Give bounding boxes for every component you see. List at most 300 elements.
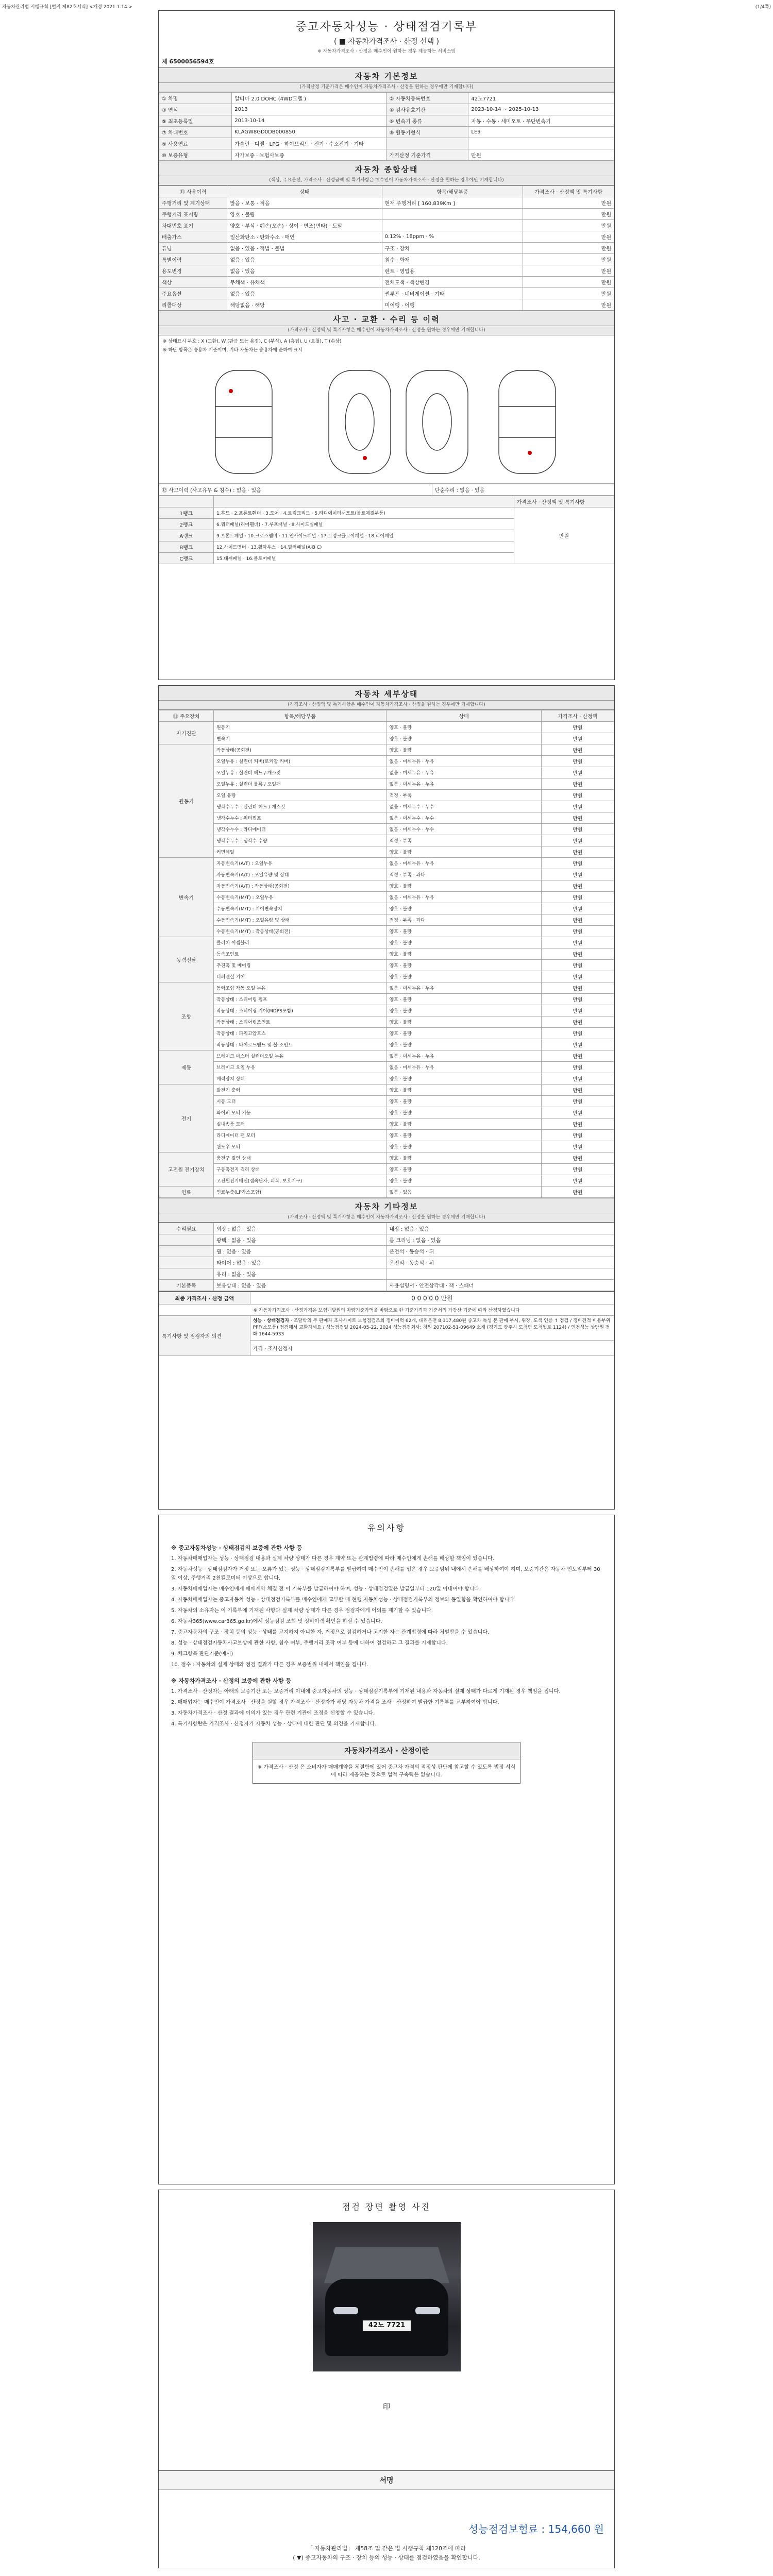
part-label: 브레이크 오일 누유 bbox=[213, 1062, 386, 1073]
final-price-value: 0 0 0 0 0 만원 bbox=[250, 1292, 614, 1304]
final-price-label: 최종 가격조사 · 산정 금액 bbox=[159, 1292, 250, 1304]
table-row bbox=[159, 812, 614, 824]
item-detail bbox=[382, 209, 523, 220]
part-label: 수동변속기(M/T) : 기어변속장치 bbox=[213, 903, 386, 914]
etc-item: 외장 : 없음 · 있음 bbox=[213, 1223, 386, 1234]
price-explain-box bbox=[253, 1742, 520, 1784]
item-status: 양호 · 부식 · 훼손(오손) · 상이 · 변조(변타) · 도말 bbox=[227, 220, 382, 231]
item-detail: 침수 · 화재 bbox=[382, 254, 523, 265]
part-label: 작동상태 : 타이로드엔드 및 볼 조인트 bbox=[213, 1039, 386, 1050]
part-price: 만원 bbox=[541, 1016, 614, 1028]
part-status: 양호 · 불량 bbox=[386, 948, 541, 960]
document-note: ※ 자동차가격조사 · 산정은 매수인이 원하는 경우 제공하는 서비스임 bbox=[317, 49, 456, 54]
notes-section-2: ※ 자동차가격조사 · 산정의 보증에 관한 사항 등 bbox=[171, 1677, 291, 1684]
table-row bbox=[159, 1096, 614, 1107]
group-label: 전기 bbox=[159, 1084, 214, 1153]
part-status: 없음 · 있음 bbox=[386, 1187, 541, 1198]
car-right-side bbox=[499, 370, 556, 473]
field-label: ⑦ 차대번호 bbox=[159, 127, 232, 138]
note-item: 6. 자동차365(www.car365.go.kr)에서 성능점검 조회 및 정비이력 확인을 하실 수 있습니다. bbox=[171, 1619, 382, 1624]
part-price: 만원 bbox=[541, 858, 614, 869]
page-3 bbox=[158, 1515, 615, 2184]
rank-label: 2랭크 bbox=[159, 519, 214, 530]
price-explain-text: ※ 가격조사 · 산정 은 소비자가 매매계약을 체결함에 있어 중고차 가격의 적정성 판단에 참고할 수 있도록 법정 서식에 따라 제공하는 것으로 법적 구속력은 없습니다. bbox=[257, 1765, 516, 1778]
page-1 bbox=[158, 10, 615, 680]
part-status: 양호 · 불량 bbox=[386, 1153, 541, 1164]
part-label: 커먼레일 bbox=[213, 846, 386, 858]
note-item: 3. 자동차매매업자는 매수인에게 매매계약 체결 전 이 기록부를 발급하여야 하며, 성능 · 상태점검일은 발급일부터 120일 이내여야 합니다. bbox=[171, 1586, 481, 1592]
item-label: 리콜대상 bbox=[159, 299, 227, 311]
table-row bbox=[159, 1234, 614, 1246]
part-price: 만원 bbox=[541, 722, 614, 733]
part-status: 없음 · 미세누유 · 누유 bbox=[386, 982, 541, 994]
table-row bbox=[159, 220, 614, 231]
item-detail: 0.12% · 18ppm · % bbox=[382, 231, 523, 243]
item-status: 해당없음 · 해당 bbox=[227, 299, 382, 311]
notes-section-1: ※ 중고자동차성능 · 상태점검의 보증에 관한 사항 등 bbox=[171, 1545, 303, 1551]
item-status: 일산화탄소 · 탄화수소 · 매연 bbox=[227, 231, 382, 243]
field-label: ① 차명 bbox=[159, 93, 232, 104]
table-row bbox=[159, 846, 614, 858]
part-label: 실내송풍 모터 bbox=[213, 1118, 386, 1130]
basic-info-table bbox=[159, 92, 614, 161]
item-label: 색상 bbox=[159, 277, 227, 288]
part-label: 구동축전지 격리 상태 bbox=[213, 1164, 386, 1175]
column-header: 항목/해당부품 bbox=[382, 186, 523, 197]
part-label: 연료누출(LP가스포함) bbox=[213, 1187, 386, 1198]
part-label: 충전구 절연 상태 bbox=[213, 1153, 386, 1164]
insurance-fee: 성능점검보험료 : 154,660 원 bbox=[468, 2523, 604, 2535]
car-top-view bbox=[329, 370, 391, 473]
item-price: 만원 bbox=[523, 243, 614, 254]
damage-marker bbox=[528, 451, 532, 455]
part-status: 없음 · 미세누수 · 누수 bbox=[386, 801, 541, 812]
table-row bbox=[159, 948, 614, 960]
table-row bbox=[159, 1039, 614, 1050]
etc-group bbox=[159, 1246, 214, 1257]
group-label: 동력전달 bbox=[159, 937, 214, 982]
part-status: 양호 · 불량 bbox=[386, 937, 541, 948]
part-price: 만원 bbox=[541, 1096, 614, 1107]
etc-detail: 사용설명서 · 안전삼각대 · 잭 · 스패너 bbox=[386, 1280, 614, 1291]
part-status: 양호 · 불량 bbox=[386, 1073, 541, 1084]
part-price: 만원 bbox=[541, 767, 614, 778]
part-status: 없음 · 미세누유 · 누유 bbox=[386, 767, 541, 778]
group-label: 연료 bbox=[159, 1187, 214, 1198]
signature-title: 서명 bbox=[159, 2470, 614, 2490]
accident-section bbox=[159, 311, 614, 564]
part-price: 만원 bbox=[541, 1039, 614, 1050]
item-detail: 렌트 · 영업용 bbox=[382, 265, 523, 277]
page-indicator: (1/4쪽) bbox=[755, 5, 771, 10]
item-status: 무채색 · 유채색 bbox=[227, 277, 382, 288]
etc-item: 광택 : 없음 · 있음 bbox=[213, 1234, 386, 1246]
rank-items: 12.사이드멤버 · 13.휠하우스 · 14.필러패널(A·B·C) bbox=[213, 541, 514, 553]
part-label: 클러치 어셈블리 bbox=[213, 937, 386, 948]
note-item: 4. 자동차매매업자는 중고자동차 성능 · 상태점검기록부를 매수인에게 교부할 때 현행 자동차성능 · 상태점검기록부의 정보와 동일함을 확인하여야 합니다. bbox=[171, 1597, 516, 1603]
table-row bbox=[159, 858, 614, 869]
etc-group bbox=[159, 1268, 214, 1280]
part-status: 없음 · 미세누유 · 누유 bbox=[386, 1050, 541, 1062]
note-item: 9. 체크항목 판단기준(예시) bbox=[171, 1651, 233, 1657]
part-label: 자동변속기(A/T) : 작동상태(공회전) bbox=[213, 880, 386, 892]
part-status: 양호 · 불량 bbox=[386, 960, 541, 971]
item-detail: 현재 주행거리 [ 160,839Km ] bbox=[382, 197, 523, 209]
item-price: 만원 bbox=[523, 288, 614, 299]
part-label: 냉각수누수 : 라디에이터 bbox=[213, 824, 386, 835]
column-header: 상태 bbox=[227, 186, 382, 197]
part-price: 만원 bbox=[541, 1118, 614, 1130]
table-row bbox=[159, 1141, 614, 1153]
part-price: 만원 bbox=[541, 1107, 614, 1118]
accident-history: ⑫ 사고이력 (사고유무 & 침수) : 없음 · 있음 bbox=[159, 484, 432, 496]
part-price: 만원 bbox=[541, 892, 614, 903]
item-detail: 썬루프 · 네비게이션 · 기타 bbox=[382, 288, 523, 299]
table-row bbox=[159, 1153, 614, 1164]
part-price: 만원 bbox=[541, 1028, 614, 1039]
table-row bbox=[159, 960, 614, 971]
simple-repair: 단순수리 : 없음 · 있음 bbox=[432, 484, 614, 496]
rank-items: 9.프론트패널 · 10.크로스멤버 · 11.인사이드패널 · 17.트렁크플로어패널 · 18.리어패널 bbox=[213, 530, 514, 541]
table-row bbox=[159, 254, 614, 265]
part-price: 만원 bbox=[541, 1050, 614, 1062]
rank-price: 만원 bbox=[514, 507, 614, 564]
part-label: 디퍼렌셜 기어 bbox=[213, 971, 386, 982]
etc-item: 유리 : 없음 · 있음 bbox=[213, 1268, 386, 1280]
table-row bbox=[159, 1084, 614, 1096]
table-row bbox=[159, 982, 614, 994]
table-row bbox=[159, 1246, 614, 1257]
table-row bbox=[159, 209, 614, 220]
note-item: 3. 자동차가격조사 · 산정 결과에 이의가 있는 경우 관련 기관에 조정을 신청할 수 있습니다. bbox=[171, 1710, 375, 1716]
damage-marker bbox=[363, 456, 367, 460]
document-title: 중고자동차성능 · 상태점검기록부 bbox=[295, 21, 478, 33]
part-price: 만원 bbox=[541, 948, 614, 960]
etc-item: 타이어 : 없음 · 있음 bbox=[213, 1257, 386, 1268]
table-row bbox=[159, 277, 614, 288]
part-price: 만원 bbox=[541, 869, 614, 880]
summary-section bbox=[159, 161, 614, 311]
part-status: 양호 · 불량 bbox=[386, 1107, 541, 1118]
part-price: 만원 bbox=[541, 1005, 614, 1016]
part-status: 없음 · 미세누유 · 누유 bbox=[386, 778, 541, 790]
field-value: 42노7721 bbox=[468, 93, 614, 104]
table-row bbox=[159, 1107, 614, 1118]
part-price: 만원 bbox=[541, 790, 614, 801]
item-label: 주행거리 표시량 bbox=[159, 209, 227, 220]
inspector-opinion: 조달박의 주 판매자 조사사이트 보험점검조회 정비이력 62개, 대리운전 8,317,480원 중고차 특성 본 판매 부시, 위장, 도색 인증 ↑ 점검 / 정비견적 비용부위 PPF(소모품) 점검해서 교환하세요 / 성능점검일 2024-05-22, 2024 성능점검회사: 청원 207102-51-09649 소재 (경기도 광주시 도척면 도척윗로 1124) / 인천성능 상담원 전화 1644-5933 bbox=[253, 1318, 611, 1337]
part-price: 만원 bbox=[541, 846, 614, 858]
accident-history-table bbox=[159, 484, 614, 496]
field-value: 만원 bbox=[468, 149, 614, 161]
car-bottom-view bbox=[406, 370, 468, 473]
part-status: 없음 · 미세누유 · 누유 bbox=[386, 858, 541, 869]
rank-label: A랭크 bbox=[159, 530, 214, 541]
part-status: 적정 · 부족 · 과다 bbox=[386, 914, 541, 926]
rank-items: 1.후드 · 2.프론트휀더 · 3.도어 · 4.트렁크리드 · 5.라디에이터서포트(볼트체결부품) bbox=[213, 507, 514, 519]
part-price: 만원 bbox=[541, 1187, 614, 1198]
rank-label: 1랭크 bbox=[159, 507, 214, 519]
special-label: 특기사항 및 점검자의 의견 bbox=[159, 1316, 250, 1356]
document-subtitle: ( ■ 자동차가격조사 · 산정 선택 ) bbox=[333, 38, 440, 46]
part-label: 오일누유 : 실린더 커버(로커암 커버) bbox=[213, 756, 386, 767]
group-label: 변속기 bbox=[159, 858, 214, 937]
section-title: 자동차 기본정보 bbox=[159, 68, 614, 83]
item-detail: 구조 · 장치 bbox=[382, 243, 523, 254]
section-note: (가격조사 · 산정액 및 특기사항은 매수인이 자동차가격조사 · 산정을 원하는 경우에만 기재합니다) bbox=[159, 326, 614, 335]
etc-table bbox=[159, 1223, 614, 1291]
table-row bbox=[159, 138, 614, 149]
note-item: 7. 중고자동차의 구조 · 장치 등의 성능 · 상태를 고지하지 아니한 자, 거짓으로 점검하거나 고지한 자는 관계법령에 따라 처벌받을 수 있습니다. bbox=[171, 1630, 490, 1635]
part-label: 자동변속기(A/T) : 오일누유 bbox=[213, 858, 386, 869]
section-note: (색상, 주요옵션, 가격조사 · 산정금액 및 특기사항은 매수인이 자동차가격조사 · 산정을 원하는 경우에만 기재합니다) bbox=[159, 176, 614, 185]
signature-area bbox=[159, 2470, 614, 2568]
table-row bbox=[159, 149, 614, 161]
table-row bbox=[159, 892, 614, 903]
item-status: 많음 · 보통 · 적음 bbox=[227, 197, 382, 209]
rank-label: B랭크 bbox=[159, 541, 214, 553]
field-label: ⑤ 최초등록일 bbox=[159, 115, 232, 127]
part-status: 양호 · 불량 bbox=[386, 994, 541, 1005]
etc-group: 기본품목 bbox=[159, 1280, 214, 1291]
table-row bbox=[159, 767, 614, 778]
field-value: 2013 bbox=[232, 104, 386, 115]
part-status: 양호 · 불량 bbox=[386, 880, 541, 892]
accident-legend-note: ※ 하단 항목은 승용차 기준이며, 기타 자동차는 승용차에 준하여 표시 bbox=[163, 348, 303, 353]
part-price: 만원 bbox=[541, 1141, 614, 1153]
final-price-note: ※ 자동차가격조사 · 산정가격은 보험개발원의 차량기준가액을 바탕으로 한 기준가격과 기준서의 가감산 기준에 따라 산정하였습니다 bbox=[159, 1304, 614, 1316]
part-price: 만원 bbox=[541, 744, 614, 756]
part-label: 브레이크 마스터 실린더오일 누유 bbox=[213, 1050, 386, 1062]
table-row bbox=[159, 801, 614, 812]
section-note: (가격조사 · 산정액 및 특기사항은 매수인이 자동차가격조사 · 산정을 원하는 경우에만 기재합니다) bbox=[159, 1213, 614, 1223]
part-price: 만원 bbox=[541, 1062, 614, 1073]
page-4 bbox=[158, 2190, 615, 2568]
part-price: 만원 bbox=[541, 1164, 614, 1175]
notes-body bbox=[159, 1538, 614, 1736]
table-row bbox=[159, 733, 614, 744]
part-status: 양호 · 불량 bbox=[386, 1096, 541, 1107]
part-label: 작동상태(공회전) bbox=[213, 744, 386, 756]
note-item: 5. 자동차의 소유자는 이 기록부에 기재된 사항과 실제 차량 상태가 다른 경우 점검자에게 이의를 제기할 수 있습니다. bbox=[171, 1608, 433, 1614]
part-price: 만원 bbox=[541, 937, 614, 948]
item-label: 배출가스 bbox=[159, 231, 227, 243]
etc-item: 보유상태 : 없음 · 있음 bbox=[213, 1280, 386, 1291]
column-header: 가격조사 · 산정액 bbox=[541, 710, 614, 722]
part-price: 만원 bbox=[541, 914, 614, 926]
table-row bbox=[159, 778, 614, 790]
part-status: 양호 · 불량 bbox=[386, 846, 541, 858]
table-row bbox=[159, 824, 614, 835]
field-label: ⑧ 원동기형식 bbox=[386, 127, 468, 138]
footer-law: 「 자동차관리법」 제58조 및 같은 법 시행규칙 제120조에 따라 bbox=[307, 2545, 466, 2552]
note-item: 10. 점수 : 자동차의 실제 상태와 점검 결과가 다른 경우 보증범위 내에서 책임을 집니다. bbox=[171, 1662, 368, 1668]
note-item: 2. 자동차성능 · 상태점검자가 거짓 또는 오류가 있는 성능 · 상태점검기록부를 발급하여 매수인이 손해를 입은 경우 보증범위 내에서 손해를 배상하여야 하며, 보증기간은 자동차 인도일부터 30일 이상, 주행거리 2천킬로미터 이상으로 합니다. bbox=[171, 1567, 600, 1581]
part-status: 양호 · 불량 bbox=[386, 903, 541, 914]
part-status: 적정 · 부족 · 과다 bbox=[386, 869, 541, 880]
table-row bbox=[159, 197, 614, 209]
notes-title: 유의사항 bbox=[367, 1523, 406, 1533]
table-row bbox=[159, 914, 614, 926]
item-status: 없음 · 있음 bbox=[227, 265, 382, 277]
part-status: 양호 · 불량 bbox=[386, 1164, 541, 1175]
part-label: 작동상태 : 스티어링 펌프 bbox=[213, 994, 386, 1005]
table-row bbox=[159, 299, 614, 311]
item-price: 만원 bbox=[523, 231, 614, 243]
part-status: 없음 · 미세누수 · 누수 bbox=[386, 812, 541, 824]
part-label: 배력장치 상태 bbox=[213, 1073, 386, 1084]
table-row bbox=[159, 231, 614, 243]
field-value: KLAGW8GD0DB000850 bbox=[232, 127, 386, 138]
part-label: 고전원전기배선(접속단자, 피복, 보호기구) bbox=[213, 1175, 386, 1187]
part-label: 동력조향 작동 오일 누유 bbox=[213, 982, 386, 994]
part-status: 양호 · 불량 bbox=[386, 1130, 541, 1141]
part-status: 양호 · 불량 bbox=[386, 1175, 541, 1187]
part-status: 양호 · 불량 bbox=[386, 1028, 541, 1039]
etc-detail: 룸 크리닝 : 없음 · 있음 bbox=[386, 1234, 614, 1246]
part-price: 만원 bbox=[541, 824, 614, 835]
table-row bbox=[159, 115, 614, 127]
part-status: 양호 · 불량 bbox=[386, 1141, 541, 1153]
table-row bbox=[159, 1164, 614, 1175]
part-price: 만원 bbox=[541, 926, 614, 937]
group-label: 제동 bbox=[159, 1050, 214, 1084]
table-row bbox=[159, 1005, 614, 1016]
note-item: 1. 자동차매매업자는 성능 · 상태점검 내용과 실제 차량 상태가 다른 경우 계약 또는 관계법령에 따라 매수인에게 손해를 배상할 책임이 있습니다. bbox=[171, 1556, 494, 1562]
part-status: 양호 · 불량 bbox=[386, 1016, 541, 1028]
photo-title: 점검 장면 촬영 사진 bbox=[342, 2202, 431, 2212]
part-status: 없음 · 미세누수 · 누수 bbox=[386, 824, 541, 835]
section-note: (가격산정 기준가격은 매수인이 자동차가격조사 · 산정을 원하는 경우에만 기재합니다) bbox=[159, 83, 614, 92]
part-label: 수동변속기(M/T) : 작동상태(공회전) bbox=[213, 926, 386, 937]
part-price: 만원 bbox=[541, 778, 614, 790]
final-price-section bbox=[159, 1291, 614, 1356]
table-row bbox=[159, 127, 614, 138]
car-outline-svg bbox=[159, 355, 615, 484]
stamp-icon: 印 bbox=[383, 2403, 390, 2411]
etc-section bbox=[159, 1198, 614, 1291]
document-number: 제 6500056594호 bbox=[162, 58, 214, 65]
part-status: 없음 · 미세누유 · 누유 bbox=[386, 756, 541, 767]
item-detail: 미이행 · 이행 bbox=[382, 299, 523, 311]
part-label: 수동변속기(M/T) : 오일누유 bbox=[213, 892, 386, 903]
part-label: 작동상태 : 스티어링조인트 bbox=[213, 1016, 386, 1028]
footer-confirm: ( ▼) 중고자동차의 구조 · 장치 등의 성능 · 상태를 점검하였음을 확인합니다. bbox=[293, 2554, 480, 2561]
table-row bbox=[159, 1118, 614, 1130]
table-row bbox=[159, 756, 614, 767]
part-price: 만원 bbox=[541, 903, 614, 914]
item-price: 만원 bbox=[523, 197, 614, 209]
table-row bbox=[159, 1073, 614, 1084]
field-value: LE9 bbox=[468, 127, 614, 138]
part-price: 만원 bbox=[541, 1175, 614, 1187]
table-row bbox=[159, 1062, 614, 1073]
rank-items: 6.쿼터패널(리어휀더) · 7.루프패널 · 8.사이드실패널 bbox=[213, 519, 514, 530]
part-price: 만원 bbox=[541, 801, 614, 812]
table-row bbox=[159, 288, 614, 299]
part-label: 냉각수누수 : 워터펌프 bbox=[213, 812, 386, 824]
part-price: 만원 bbox=[541, 1084, 614, 1096]
field-value: 알티마 2.0 DOHC (4WD모델 ) bbox=[232, 93, 386, 104]
part-label: 추진축 및 베어링 bbox=[213, 960, 386, 971]
form-header-line bbox=[2, 3, 771, 8]
item-label: 특별이력 bbox=[159, 254, 227, 265]
group-label: 원동기 bbox=[159, 744, 214, 858]
table-row bbox=[159, 1187, 614, 1198]
part-price: 만원 bbox=[541, 982, 614, 994]
note-item: 2. 매매업자는 매수인이 가격조사 · 산정을 원할 경우 가격조사 · 산정자가 해당 자동차 가격을 조사 · 산정하여 발급한 기록부를 교부하여야 합니다. bbox=[171, 1700, 499, 1705]
part-status: 없음 · 미세누유 · 누유 bbox=[386, 892, 541, 903]
item-status: 양호 · 불량 bbox=[227, 209, 382, 220]
field-value: 가솔린 · 디젤 · LPG · 하이브리드 · 전기 · 수소전기 · 기타 bbox=[232, 138, 386, 149]
etc-group bbox=[159, 1234, 214, 1246]
price-inspector-label: 가격 · 조사산정자 bbox=[250, 1341, 614, 1356]
part-price: 만원 bbox=[541, 756, 614, 767]
table-row bbox=[159, 1268, 614, 1280]
table-row bbox=[159, 1016, 614, 1028]
item-label: 주행거리 및 계기상태 bbox=[159, 197, 227, 209]
car-left-side bbox=[215, 370, 272, 473]
part-label: 와이퍼 모터 기능 bbox=[213, 1107, 386, 1118]
inspection-photo bbox=[313, 2222, 461, 2371]
part-price: 만원 bbox=[541, 812, 614, 824]
summary-table bbox=[159, 185, 614, 311]
column-header: 상태 bbox=[386, 710, 541, 722]
damage-marker bbox=[229, 389, 233, 393]
note-item: 8. 성능 · 상태점검자동차사고보상에 관한 사항, 침수 여부, 주행거리 조작 여부 등에 대하여 점검하고 그 결과를 기재합니다. bbox=[171, 1640, 448, 1646]
accident-legend: ※ 상태표시 부호 : X (교환), W (판금 또는 용접), C (부식), A (흠집), U (요철), T (손상) bbox=[163, 339, 342, 344]
field-label: ⑩ 보증유형 bbox=[159, 149, 232, 161]
part-price: 만원 bbox=[541, 994, 614, 1005]
form-law-reference: 자동차관리법 시행규칙 [별지 제82호서식] <개정 2021.1.14.> bbox=[2, 5, 133, 10]
part-status: 양호 · 불량 bbox=[386, 722, 541, 733]
field-label: ② 자동차등록번호 bbox=[386, 93, 468, 104]
item-detail bbox=[382, 220, 523, 231]
table-row bbox=[159, 994, 614, 1005]
part-price: 만원 bbox=[541, 960, 614, 971]
table-row bbox=[159, 1050, 614, 1062]
item-label: 용도변경 bbox=[159, 265, 227, 277]
table-row bbox=[159, 243, 614, 254]
table-row bbox=[159, 880, 614, 892]
table-row bbox=[159, 1257, 614, 1268]
part-label: 오일누유 : 실린더 헤드 / 개스킷 bbox=[213, 767, 386, 778]
note-item: 1. 가격조사 · 산정자는 아래의 보증기간 또는 보증거리 이내에 중고자동차의 성능 · 상태점검기록부에 기재된 내용과 자동차의 실제 상태가 다르게 기재된 경우 책임을 집니다. bbox=[171, 1689, 561, 1694]
item-price: 만원 bbox=[523, 277, 614, 288]
field-value bbox=[468, 138, 614, 149]
item-price: 만원 bbox=[523, 220, 614, 231]
table-row bbox=[159, 869, 614, 880]
item-price: 만원 bbox=[523, 209, 614, 220]
part-label: 발전기 출력 bbox=[213, 1084, 386, 1096]
basic-info-section bbox=[159, 67, 614, 161]
field-value: 자가보증 · 보험사보증 bbox=[232, 149, 386, 161]
part-status: 양호 · 불량 bbox=[386, 926, 541, 937]
table-row bbox=[159, 971, 614, 982]
table-row bbox=[159, 903, 614, 914]
etc-group bbox=[159, 1257, 214, 1268]
item-label: 주요옵션 bbox=[159, 288, 227, 299]
part-price: 만원 bbox=[541, 1153, 614, 1164]
part-label: 오일 유량 bbox=[213, 790, 386, 801]
etc-detail: 내장 : 없음 · 있음 bbox=[386, 1223, 614, 1234]
item-status: 없음 · 있음 bbox=[227, 254, 382, 265]
part-label: 작동상태 : 스티어링 기어(MDPS포함) bbox=[213, 1005, 386, 1016]
item-status: 없음 · 있음 · 적법 · 불법 bbox=[227, 243, 382, 254]
table-row bbox=[159, 1175, 614, 1187]
item-label: 튜닝 bbox=[159, 243, 227, 254]
field-label: ⑨ 사용연료 bbox=[159, 138, 232, 149]
